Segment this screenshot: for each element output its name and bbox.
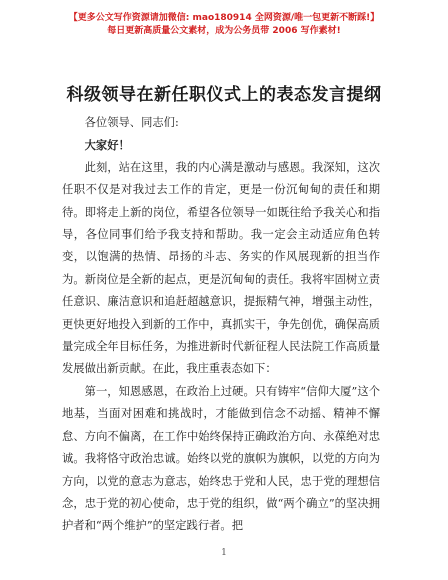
salutation: 各位领导、同志们: (84, 116, 179, 129)
banner-line-1: 【更多公文写作资源请加微信: mao180914 全网资源/唯一包更新不断踩!】 (68, 13, 380, 23)
banner-line-2: 每日更新高质量公文素材，成为公务员带 2006 写作素材! (107, 26, 341, 36)
paragraph-1: 此刻，站在这里，我的内心满是激动与感恩。我深知，这次任职不仅是对我过去工作的肯定，更是一份沉甸甸的责任和期待。即将走上新的岗位，希望各位领导一如既往给予我关心和指导，各位同事们给予我支持和帮助。我一定会主动适应角色转变，以饱满的热情、昂扬的斗志、务实的作风展现新的担当作为。新岗位是全新的起点，更是沉甸甸的责任。我将牢固树立责任意识、廉洁意识和追赶超越意识，提振精气神，增强主动性，更快更好地投入到新的工作中，真抓实干，争先创优，确保高质量完成全年目标任务，为推进新时代新征程人民法院工作高质量发展做出新贡献。在此，我庄重表态如下： (62, 160, 380, 376)
document-body (62, 112, 380, 538)
greeting: 大家好！ (84, 138, 130, 153)
paragraph-2: 第一，知恩感恩，在政治上过硬。只有铸牢“信仰大厦”这个地基，当面对困难和挑战时，才能做到信念不动摇、精神不懈怠、方向不偏离，在工作中始终保持正确政治方向、永葆绝对忠诚。我将恪守政治忠诚。始终以党的旗帜为旗帜，以党的方向为方向，以党的意志为意志，始终忠于党和人民，忠于党的理想信念，忠于党的初心使命，忠于党的组织，做“两个确立”的坚决拥护者和“两个维护”的坚定践行者。把 (62, 384, 380, 533)
header-banner (0, 12, 448, 38)
page-number: 1 (221, 548, 227, 558)
document-title: 科级领导在新任职仪式上的表态发言提纲 (66, 85, 382, 105)
